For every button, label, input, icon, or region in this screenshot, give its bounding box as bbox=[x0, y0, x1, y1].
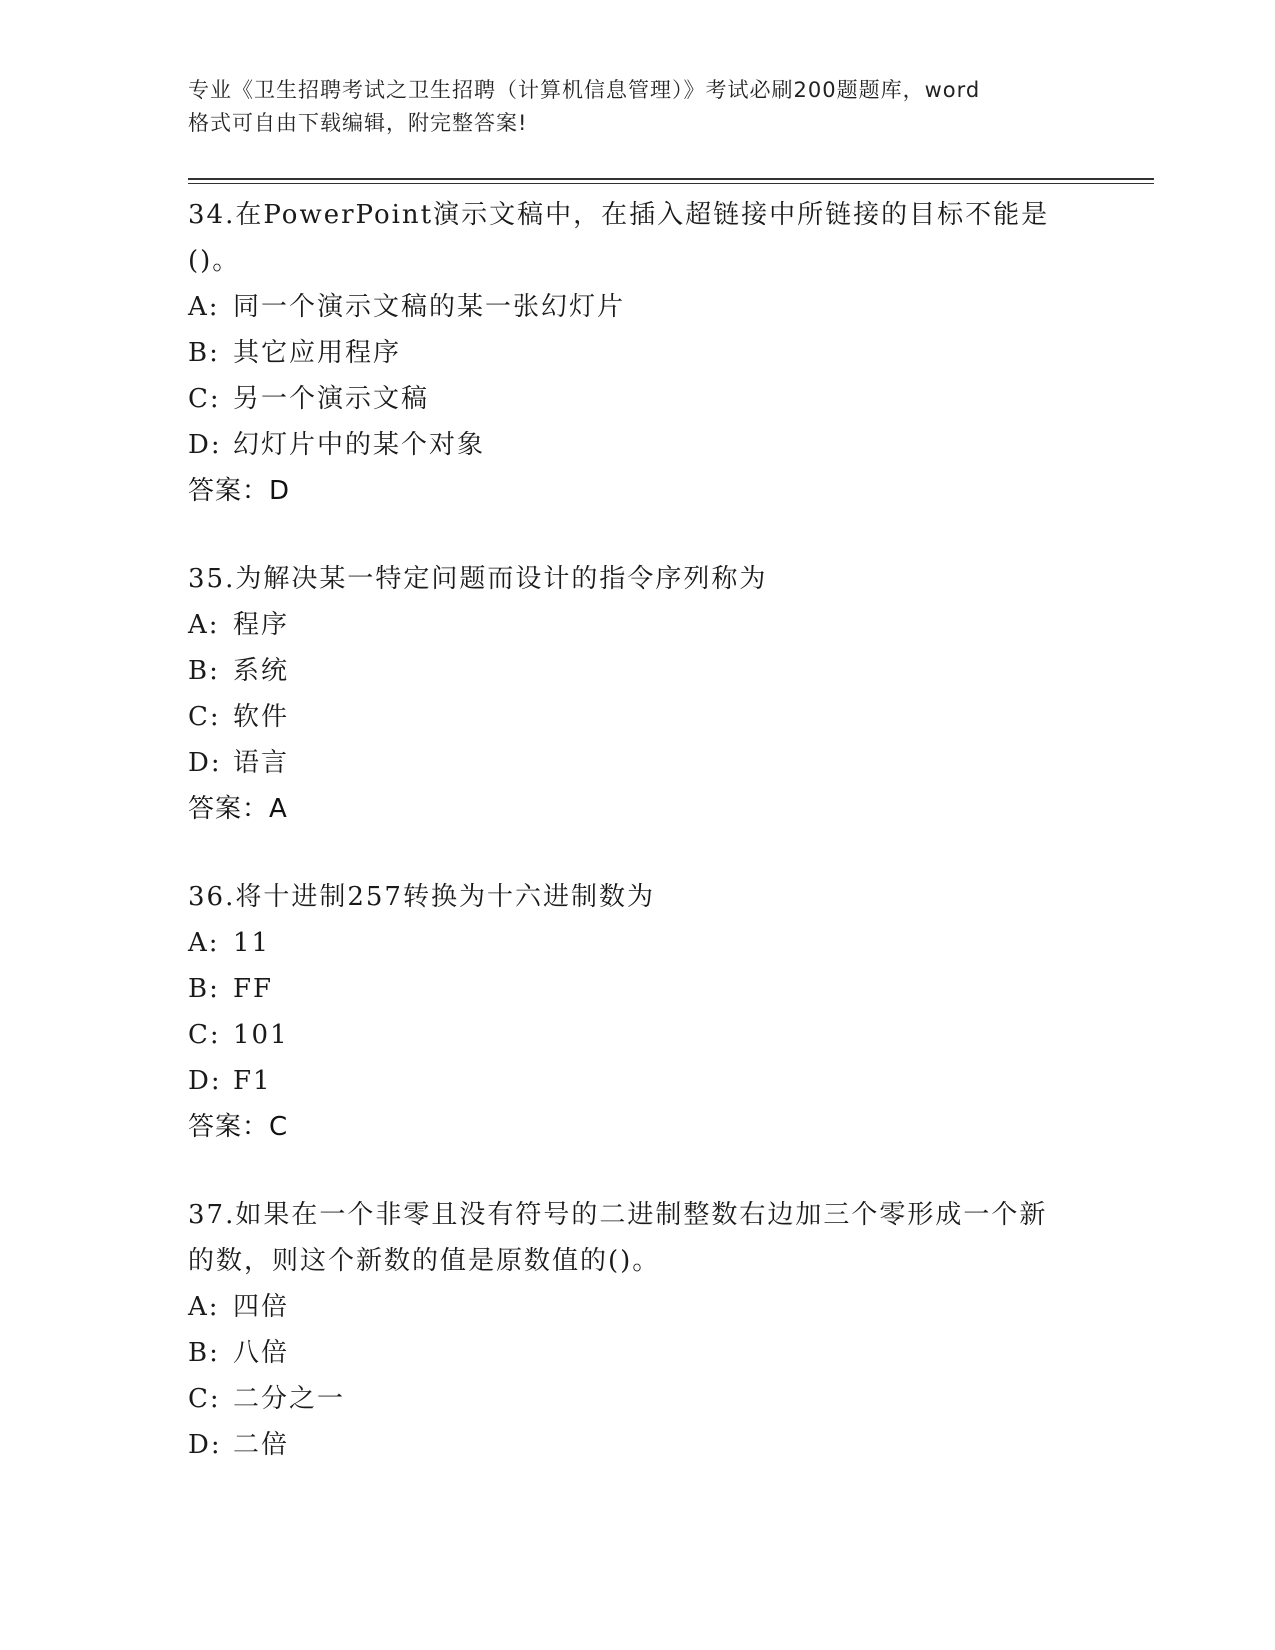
header-line-2: 格式可自由下载编辑，附完整答案! bbox=[188, 111, 528, 135]
header-divider-thick bbox=[188, 178, 1154, 180]
option-a bbox=[188, 284, 1088, 330]
answer-line: 答案：A bbox=[188, 794, 288, 824]
option-text: 同一个演示文稿的某一张幻灯片 bbox=[233, 292, 626, 322]
option-text: 系统 bbox=[233, 656, 290, 686]
option-a bbox=[188, 920, 1088, 966]
option-text: 其它应用程序 bbox=[233, 338, 402, 368]
question-35 bbox=[188, 556, 1088, 832]
option-text: FF bbox=[233, 974, 274, 1004]
answer-line: 答案：C bbox=[188, 1112, 289, 1142]
option-b bbox=[188, 1330, 1088, 1376]
option-letter: C: bbox=[188, 1020, 221, 1050]
option-letter: C: bbox=[188, 1384, 221, 1414]
option-letter: D: bbox=[188, 1430, 222, 1460]
option-letter: D: bbox=[188, 1066, 222, 1096]
question-text: 36.将十进制257转换为十六进制数为 bbox=[188, 882, 655, 912]
option-letter: C: bbox=[188, 702, 221, 732]
option-b bbox=[188, 648, 1088, 694]
answer-line: 答案：D bbox=[188, 476, 291, 506]
option-text: 语言 bbox=[233, 748, 290, 778]
option-text: 幻灯片中的某个对象 bbox=[233, 430, 486, 460]
option-c bbox=[188, 1012, 1088, 1058]
option-d bbox=[188, 740, 1088, 786]
question-text: 34.在PowerPoint演示文稿中，在插入超链接中所链接的目标不能是 bbox=[188, 200, 1050, 230]
question-37 bbox=[188, 1192, 1088, 1468]
option-text: 101 bbox=[233, 1020, 289, 1050]
option-text: 二分之一 bbox=[233, 1384, 346, 1414]
question-list bbox=[188, 192, 1088, 1468]
option-text: 软件 bbox=[233, 702, 290, 732]
question-text: 37.如果在一个非零且没有符号的二进制整数右边加三个零形成一个新 bbox=[188, 1200, 1048, 1230]
option-letter: A: bbox=[188, 292, 220, 322]
option-c bbox=[188, 1376, 1088, 1422]
question-36 bbox=[188, 874, 1088, 1150]
option-d bbox=[188, 1422, 1088, 1468]
option-letter: D: bbox=[188, 430, 222, 460]
option-a bbox=[188, 1284, 1088, 1330]
option-letter: C: bbox=[188, 384, 221, 414]
option-b bbox=[188, 330, 1088, 376]
option-text: 二倍 bbox=[233, 1430, 290, 1460]
option-c bbox=[188, 376, 1088, 422]
question-text-continued: 的数，则这个新数的值是原数值的()。 bbox=[188, 1246, 661, 1276]
option-c bbox=[188, 694, 1088, 740]
option-b bbox=[188, 966, 1088, 1012]
option-letter: A: bbox=[188, 1292, 220, 1322]
option-letter: B: bbox=[188, 1338, 220, 1368]
option-letter: B: bbox=[188, 656, 220, 686]
option-text: 八倍 bbox=[233, 1338, 290, 1368]
document-header bbox=[188, 74, 1088, 140]
option-text: F1 bbox=[233, 1066, 272, 1096]
option-d bbox=[188, 422, 1088, 468]
option-text: 11 bbox=[233, 928, 271, 958]
header-divider-thin bbox=[188, 183, 1154, 184]
header-line-1: 专业《卫生招聘考试之卫生招聘（计算机信息管理）》考试必刷200题题库，word bbox=[188, 78, 981, 102]
option-text: 另一个演示文稿 bbox=[233, 384, 430, 414]
option-text: 程序 bbox=[233, 610, 290, 640]
option-a bbox=[188, 602, 1088, 648]
option-letter: D: bbox=[188, 748, 222, 778]
option-letter: A: bbox=[188, 928, 220, 958]
question-34 bbox=[188, 192, 1088, 514]
question-text: 35.为解决某一特定问题而设计的指令序列称为 bbox=[188, 564, 768, 594]
option-text: 四倍 bbox=[233, 1292, 290, 1322]
option-letter: B: bbox=[188, 974, 220, 1004]
option-d bbox=[188, 1058, 1088, 1104]
option-letter: B: bbox=[188, 338, 220, 368]
option-letter: A: bbox=[188, 610, 220, 640]
question-text-continued: ()。 bbox=[188, 246, 241, 276]
